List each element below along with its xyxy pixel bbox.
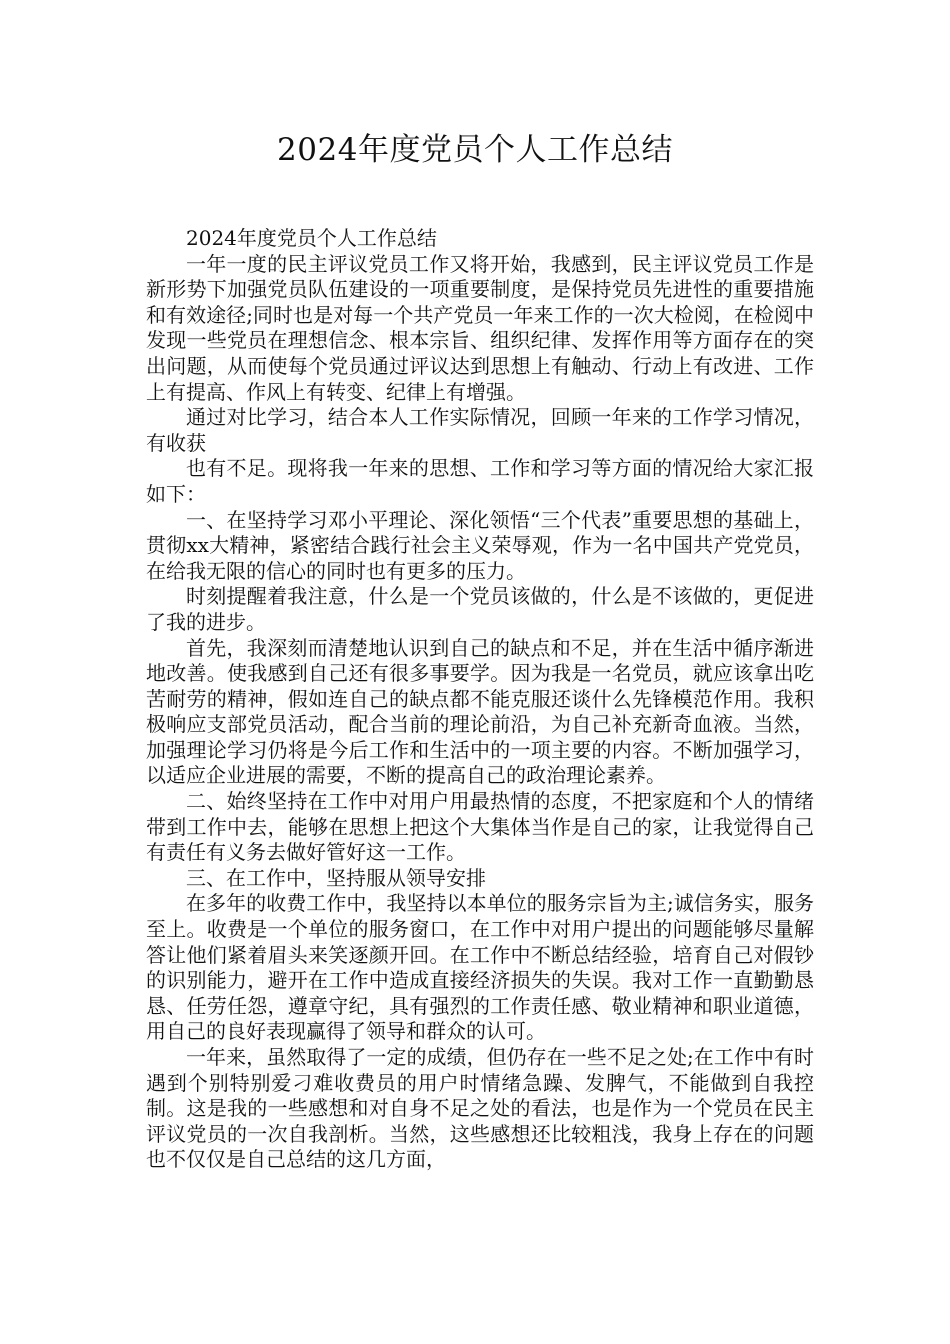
paragraph-intro: 一年一度的民主评议党员工作又将开始，我感到，民主评议党员工作是新形势下加强党员队伍建设的一项重要制度，是保持党员先进性的重要措施和有效途径;同时也是对每一个共产党员一年来工作的一次大检阅，在检阅中发现一些党员在理想信念、根本宗旨、组织纪律、发挥作用等方面存在的突出问题，从而使每个党员通过评议达到思想上有触动、行动上有改进、工作上有提高、作风上有转变、纪律上有增强。	[146, 251, 814, 404]
paragraph-fee-work: 在多年的收费工作中，我坚持以本单位的服务宗旨为主;诚信务实，服务至上。收费是一个单位的服务窗口，在工作中对用户提出的问题能够尽量解答让他们紧着眉头来笑逐颜开回。在工作中不断总结经验，培育自己对假钞的识别能力，避开在工作中造成直接经济损失的失误。我对工作一直勤勤恳恳、任劳任怨，遵章守纪，具有强烈的工作责任感、敬业精神和职业道德，用自己的良好表现赢得了领导和群众的认可。	[146, 891, 814, 1044]
paragraph-section-three: 三、在工作中，坚持服从领导安排	[186, 865, 486, 890]
paragraph-first: 首先，我深刻而清楚地认识到自己的缺点和不足，并在生活中循序渐进地改善。使我感到自己还有很多事要学。因为我是一名党员，就应该拿出吃苦耐劳的精神，假如连自己的缺点都不能克服还谈什么先锋模范作用。我积极响应支部党员活动，配合当前的理论前沿，为自己补充新奇血液。当然，加强理论学习仍将是今后工作和生活中的一项主要的内容。不断加强学习，以适应企业进展的需要，不断的提高自己的政治理论素养。	[146, 635, 814, 788]
document-title: 2024年度党员个人工作总结	[277, 132, 673, 168]
paragraph-subtitle: 2024年度党员个人工作总结	[186, 226, 437, 250]
paragraph-report-lead: 也有不足。现将我一年来的思想、工作和学习等方面的情况给大家汇报如下：	[146, 456, 814, 506]
paragraph-reminder: 时刻提醒着我注意，什么是一个党员该做的，什么是不该做的，更促进了我的进步。	[146, 584, 814, 634]
paragraph-section-two: 二、始终坚持在工作中对用户用最热情的态度，不把家庭和个人的情绪带到工作中去，能够在思想上把这个大集体当作是自己的家，让我觉得自己有责任有义务去做好管好这一工作。	[146, 789, 814, 865]
paragraph-shortcomings: 一年来，虽然取得了一定的成绩，但仍存在一些不足之处;在工作中有时遇到个别特别爱刁难收费员的用户时情绪急躁、发脾气，不能做到自我控制。这是我的一些感想和对自身不足之处的看法，也是作为一个党员在民主评议党员的一次自我剖析。当然，这些感想还比较粗浅，我身上存在的问题也不仅仅是自己总结的这几方面，	[146, 1045, 814, 1172]
document-body	[146, 226, 814, 1173]
paragraph-review: 通过对比学习，结合本人工作实际情况，回顾一年来的工作学习情况，有收获	[146, 405, 814, 455]
paragraph-section-one: 一、在坚持学习邓小平理论、深化领悟“三个代表”重要思想的基础上，贯彻xx大精神，紧密结合践行社会主义荣辱观，作为一名中国共产党党员，在给我无限的信心的同时也有更多的压力。	[146, 507, 814, 583]
